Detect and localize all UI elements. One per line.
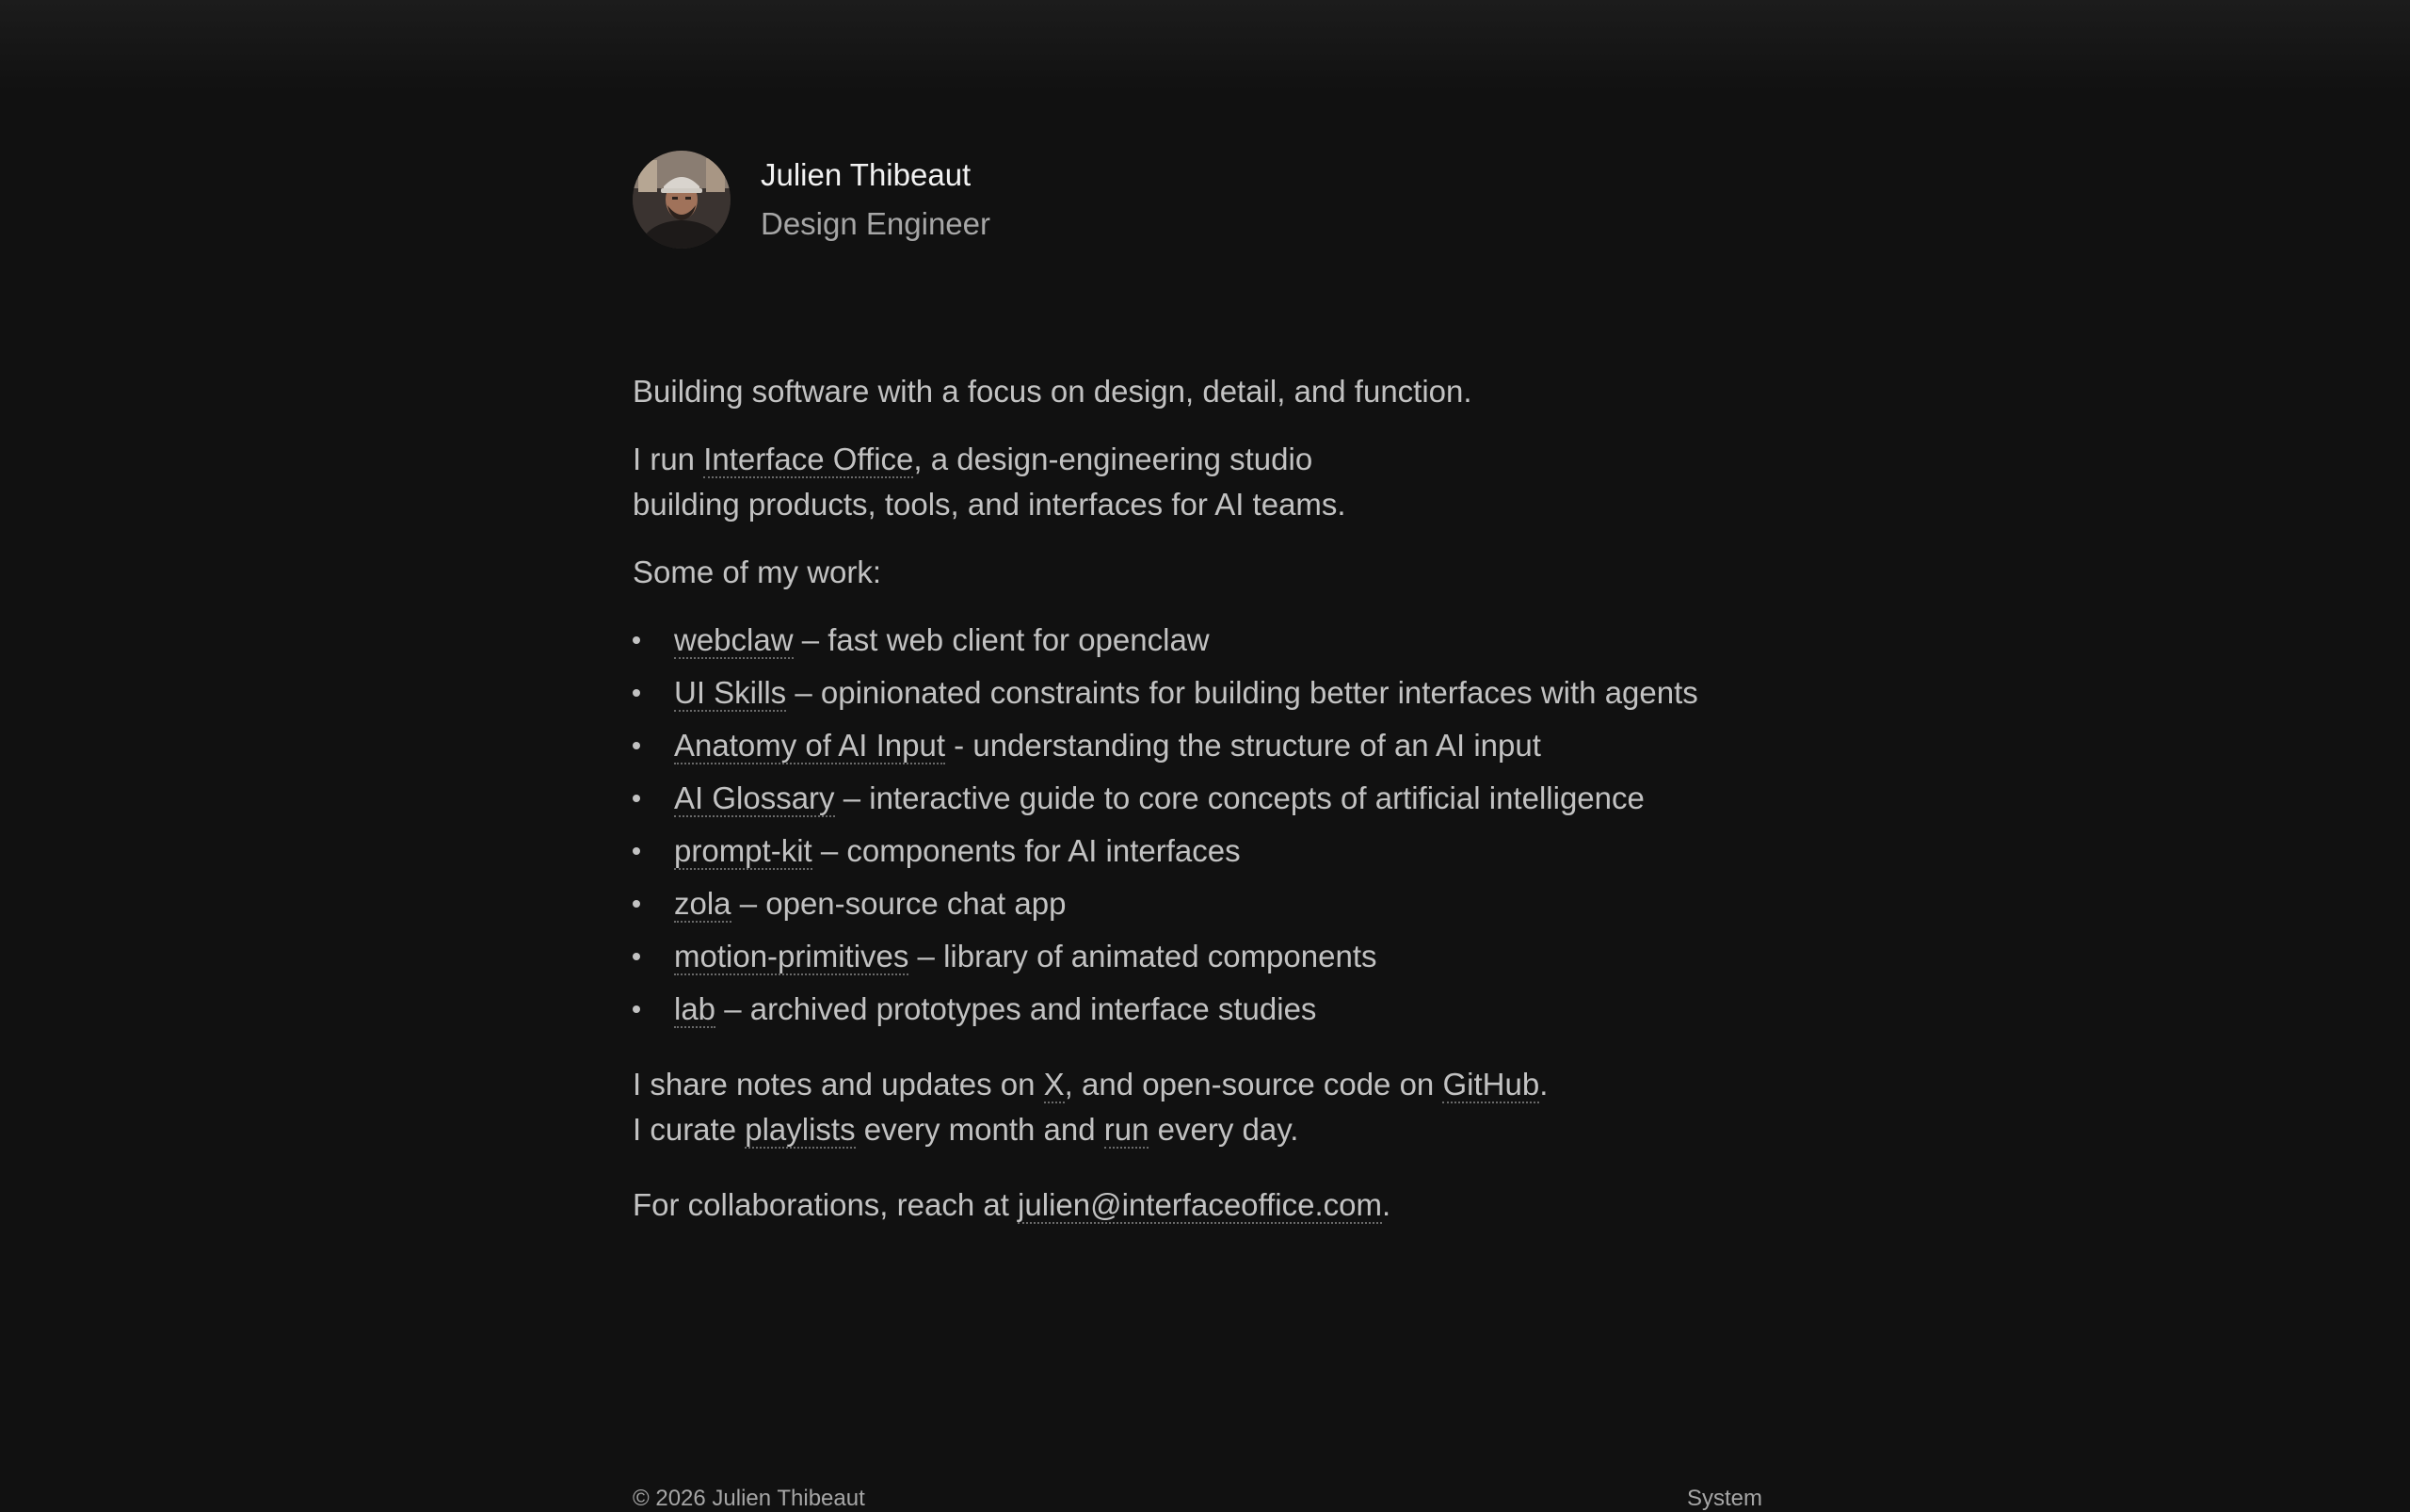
- work-desc: - understanding the structure of an AI input: [945, 728, 1541, 763]
- bullet-icon: [633, 953, 640, 960]
- github-link[interactable]: GitHub: [1442, 1067, 1540, 1102]
- work-link-motion-primitives[interactable]: motion-primitives: [674, 939, 909, 973]
- email-link[interactable]: julien@interfaceoffice.com: [1018, 1187, 1382, 1222]
- identity: [761, 154, 990, 245]
- bullet-icon: [633, 1005, 640, 1013]
- bullet-icon: [633, 689, 640, 697]
- contact-text: .: [1381, 1187, 1391, 1222]
- work-desc: – open-source chat app: [731, 886, 1067, 921]
- list-item: [633, 828, 1762, 874]
- work-link-webclaw[interactable]: webclaw: [674, 622, 794, 657]
- studio-line2: building products, tools, and interfaces for AI teams.: [633, 487, 1346, 522]
- playlists-link[interactable]: playlists: [745, 1112, 856, 1147]
- work-heading: Some of my work:: [633, 555, 882, 589]
- interface-office-link[interactable]: Interface Office: [703, 442, 914, 476]
- share-paragraph: [633, 1062, 1762, 1152]
- work-link-anatomy-of-ai-input[interactable]: Anatomy of AI Input: [674, 728, 946, 763]
- studio-paragraph: [633, 437, 1762, 527]
- work-desc: – fast web client for openclaw: [793, 622, 1210, 657]
- profile-name: Julien Thibeaut: [761, 157, 972, 192]
- contact-paragraph: [633, 1182, 1762, 1228]
- avatar-photo-icon: [633, 151, 731, 249]
- work-link-zola[interactable]: zola: [674, 886, 731, 921]
- footer: [633, 1486, 1762, 1512]
- run-link[interactable]: run: [1103, 1112, 1149, 1147]
- work-link-ai-glossary[interactable]: AI Glossary: [674, 780, 835, 815]
- work-desc: – library of animated components: [908, 939, 1377, 973]
- bullet-icon: [633, 795, 640, 802]
- bullet-icon: [633, 636, 640, 644]
- list-item: [633, 987, 1762, 1032]
- avatar: [633, 151, 731, 249]
- main-content: [633, 369, 1762, 1228]
- list-item: [633, 881, 1762, 926]
- contact-text: For collaborations, reach at: [633, 1187, 1019, 1222]
- work-list: [633, 618, 1762, 1032]
- work-desc: – archived prototypes and interface studies: [715, 991, 1317, 1026]
- list-item: [633, 723, 1762, 768]
- list-item: [633, 934, 1762, 979]
- work-desc: – opinionated constraints for building better interfaces with agents: [786, 675, 1698, 710]
- work-desc: – components for AI interfaces: [811, 833, 1241, 868]
- work-link-ui-skills[interactable]: UI Skills: [674, 675, 787, 710]
- list-item: [633, 618, 1762, 663]
- share-text: every day.: [1149, 1112, 1299, 1147]
- intro-text: Building software with a focus on design, detail, and function.: [633, 374, 1472, 409]
- bullet-icon: [633, 900, 640, 908]
- theme-toggle-button[interactable]: System: [1686, 1486, 1762, 1511]
- list-item: [633, 776, 1762, 821]
- work-desc: – interactive guide to core concepts of artificial intelligence: [834, 780, 1645, 815]
- studio-suffix: , a design-engineering studio: [913, 442, 1313, 476]
- x-link[interactable]: X: [1043, 1067, 1065, 1102]
- bullet-icon: [633, 742, 640, 749]
- profile-header: [633, 151, 990, 249]
- share-text: .: [1539, 1067, 1549, 1102]
- copyright: © 2026 Julien Thibeaut: [633, 1486, 865, 1511]
- top-fade: [0, 0, 2410, 90]
- work-link-lab[interactable]: lab: [674, 991, 716, 1026]
- work-link-prompt-kit[interactable]: prompt-kit: [674, 833, 812, 868]
- bullet-icon: [633, 847, 640, 855]
- share-text: I curate: [633, 1112, 746, 1147]
- share-text: , and open-source code on: [1064, 1067, 1443, 1102]
- share-text: I share notes and updates on: [633, 1067, 1044, 1102]
- share-text: every month and: [855, 1112, 1104, 1147]
- studio-prefix: I run: [633, 442, 704, 476]
- list-item: [633, 670, 1762, 716]
- profile-role: Design Engineer: [761, 206, 990, 241]
